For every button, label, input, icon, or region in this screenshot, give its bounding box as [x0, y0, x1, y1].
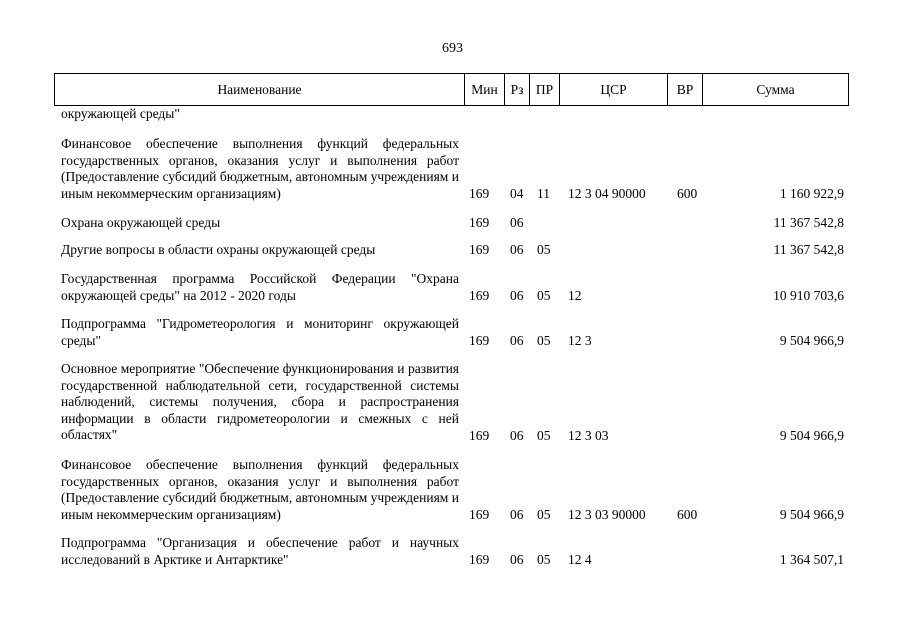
- row-sum: 10 910 703,6: [773, 288, 844, 303]
- row-min: 169: [469, 552, 490, 567]
- row-csr: 12 3: [568, 333, 592, 348]
- row-rz: 06: [510, 242, 524, 257]
- row-sum: 9 504 966,9: [779, 507, 844, 522]
- row-rz: 06: [510, 288, 524, 303]
- row-pr: 05: [537, 333, 551, 348]
- row-pr: 05: [537, 552, 551, 567]
- row-pr: 05: [537, 428, 551, 443]
- row-rz: 06: [510, 428, 524, 443]
- row-csr: 12 4: [568, 552, 592, 567]
- row-sum: 1 160 922,9: [779, 186, 844, 201]
- row-sum: 11 367 542,8: [773, 242, 844, 257]
- header-csr: ЦСР: [560, 74, 668, 105]
- row-min: 169: [469, 288, 490, 303]
- row-rz: 04: [510, 186, 524, 201]
- row-name: Охрана окружающей среды: [61, 215, 221, 230]
- row-min: 169: [469, 507, 490, 522]
- row-csr: 12: [568, 288, 582, 303]
- table-header: [54, 73, 849, 106]
- row-min: 169: [469, 333, 490, 348]
- header-pr: ПР: [530, 74, 560, 105]
- row-name: Подпрограмма "Организация и обеспечение работ и научных исследований в Арктике и Антарктике": [61, 535, 459, 567]
- row-rz: 06: [510, 215, 524, 230]
- page-number: 693: [442, 41, 463, 56]
- header-rz: Рз: [505, 74, 530, 105]
- row-sum: 9 504 966,9: [779, 428, 844, 443]
- row-name: Подпрограмма "Гидрометеорология и мониторинг окружающей среды": [61, 316, 459, 348]
- row-csr: 12 3 03 90000: [568, 507, 646, 522]
- row-name: Другие вопросы в области охраны окружающей среды: [61, 242, 376, 257]
- row-min: 169: [469, 242, 490, 257]
- row-sum: 1 364 507,1: [779, 552, 844, 567]
- row-min: 169: [469, 186, 490, 201]
- row-name: окружающей среды": [61, 106, 180, 121]
- row-rz: 06: [510, 507, 524, 522]
- row-name: Основное мероприятие "Обеспечение функционирования и развития государственной наблюдательной сети, государственной системы наблюдений, системы получения, сбора и распространения информации в области гидрометеорологии и смежных с ней областях": [61, 361, 459, 442]
- row-rz: 06: [510, 333, 524, 348]
- row-pr: 05: [537, 288, 551, 303]
- row-min: 169: [469, 215, 490, 230]
- row-csr: 12 3 03: [568, 428, 609, 443]
- row-min: 169: [469, 428, 490, 443]
- header-sum: Сумма: [756, 81, 795, 97]
- row-pr: 11: [537, 186, 550, 201]
- row-csr: 12 3 04 90000: [568, 186, 646, 201]
- row-name: Государственная программа Российской Федерации "Охрана окружающей среды" на 2012 - 2020 годы: [61, 271, 459, 303]
- row-name: Финансовое обеспечение выполнения функций федеральных государственных органов, оказания услуг и выполнения работ (Предоставление субсидий бюджетным, автономным учреждениям и иным некоммерческим организациям): [61, 457, 459, 522]
- row-sum: 11 367 542,8: [773, 215, 844, 230]
- row-pr: 05: [537, 507, 551, 522]
- row-sum: 9 504 966,9: [779, 333, 844, 348]
- row-vr: 600: [677, 186, 698, 201]
- header-name: Наименование: [55, 74, 465, 105]
- header-min: Мин: [465, 74, 505, 105]
- row-vr: 600: [677, 507, 698, 522]
- row-rz: 06: [510, 552, 524, 567]
- row-pr: 05: [537, 242, 551, 257]
- header-vr: ВР: [668, 74, 703, 105]
- row-name: Финансовое обеспечение выполнения функций федеральных государственных органов, оказания услуг и выполнения работ (Предоставление субсидий бюджетным, автономным учреждениям и иным некоммерческим организациям): [61, 136, 459, 201]
